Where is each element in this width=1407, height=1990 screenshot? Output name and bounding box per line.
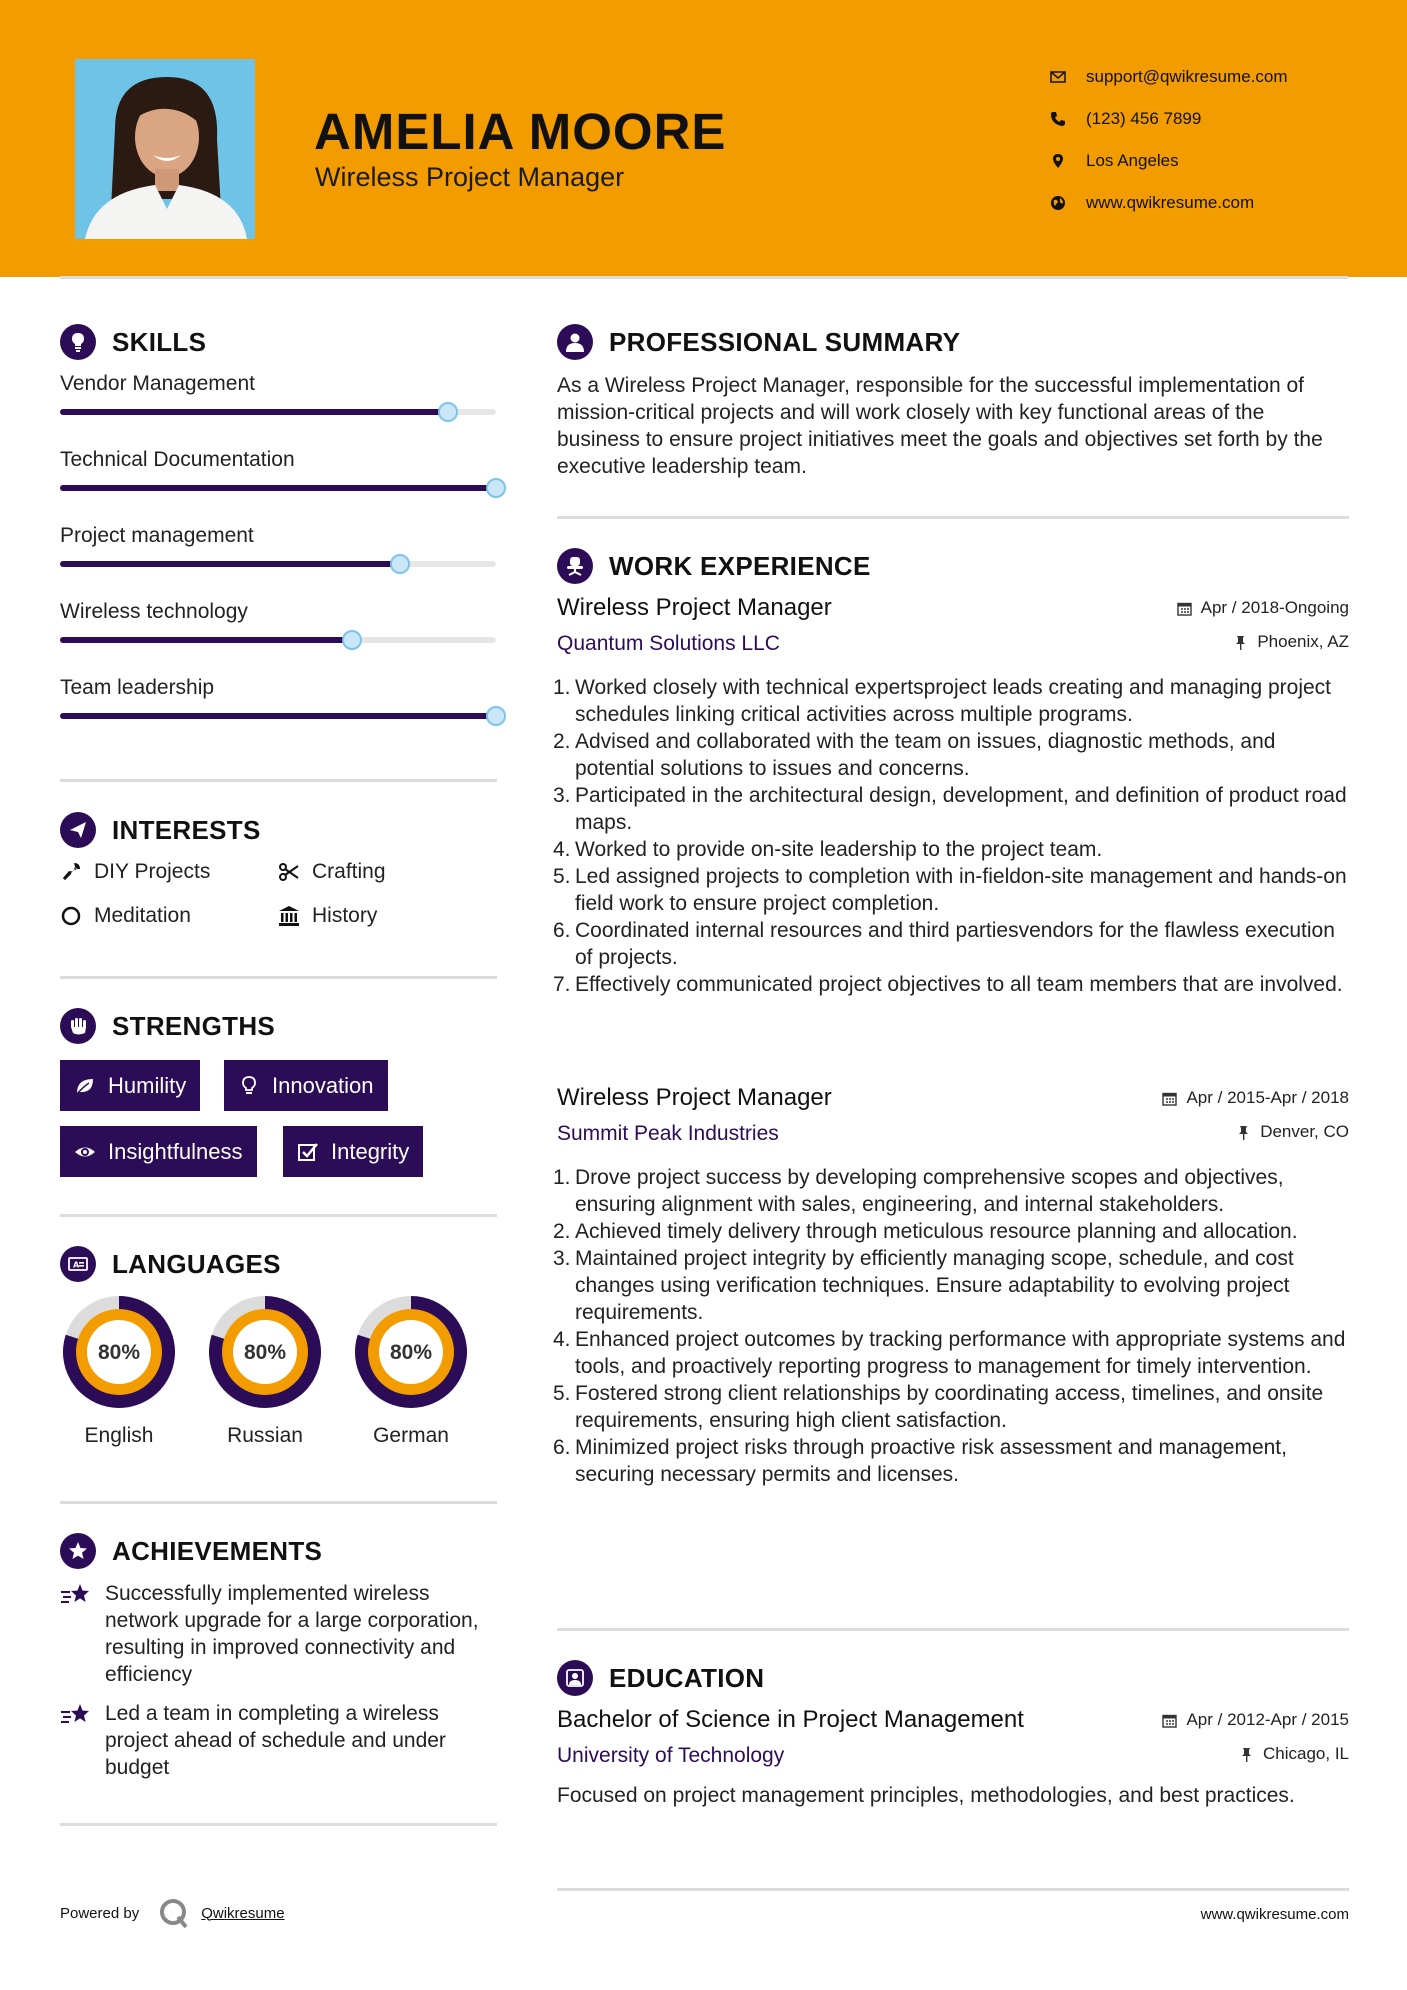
skill-bar [60, 637, 496, 643]
interests-title: INTERESTS [112, 814, 261, 845]
strength-tag [224, 1060, 388, 1111]
skill-item [60, 524, 500, 548]
education-description: Focused on project management principles, methodologies, and best practices. [557, 1784, 1295, 1807]
section-divider [60, 1823, 497, 1826]
job-bullets [553, 1164, 1349, 1488]
qwikresume-link[interactable]: Qwikresume [201, 1904, 285, 1922]
job-bullets [553, 674, 1349, 998]
job-company: Summit Peak Industries [557, 1122, 779, 1145]
pushpin-icon [1239, 1747, 1254, 1762]
section-divider [60, 1214, 497, 1217]
phone-icon [1050, 111, 1066, 127]
interest-label: Meditation [94, 904, 191, 927]
section-divider [60, 779, 497, 782]
skill-item [60, 600, 500, 624]
education-date [1162, 1710, 1349, 1730]
job-date-text: Apr / 2015-Apr / 2018 [1186, 1088, 1349, 1107]
powered-by-label: Powered by [60, 1904, 140, 1922]
strength-label: Integrity [331, 1138, 410, 1164]
skills-heading [60, 324, 206, 360]
achievements-title: ACHIEVEMENTS [112, 1535, 323, 1566]
profile-photo [75, 59, 255, 239]
skill-label: Technical Documentation [60, 448, 295, 471]
job-entry [553, 594, 1349, 998]
pushpin-icon [1236, 1125, 1251, 1140]
wrench-icon [60, 861, 82, 883]
skill-bar [60, 713, 496, 719]
skill-bar-fill [60, 637, 352, 643]
contact-website-text: www.qwikresume.com [1086, 193, 1255, 212]
experience-heading [557, 548, 871, 584]
job-bullet: 1. Worked closely with technical expertsproject leads creating and managing project schedules linking critical activities across multiple programs. [553, 676, 1332, 726]
language-item [349, 1290, 473, 1448]
job-bullet: 2. Achieved timely delivery through meticulous resource planning and allocation. [553, 1220, 1298, 1243]
candidate-title: Wireless Project Manager [315, 162, 625, 192]
shooting-star-icon [60, 1702, 92, 1730]
skill-item [60, 372, 500, 396]
museum-icon [278, 905, 300, 927]
skill-bar-knob [486, 478, 506, 498]
leaf-icon [74, 1075, 96, 1097]
language-item [203, 1290, 327, 1448]
circle-icon [60, 905, 82, 927]
job-location-text: Phoenix, AZ [1257, 632, 1349, 651]
contact-phone[interactable] [1050, 98, 1288, 140]
scissors-icon [278, 861, 300, 883]
language-label: German [373, 1424, 449, 1447]
skill-label: Project management [60, 524, 254, 547]
contact-location [1050, 140, 1288, 182]
strength-tag [60, 1060, 200, 1111]
skill-bar [60, 561, 496, 567]
interests-heading [60, 812, 261, 848]
envelope-icon [1050, 69, 1066, 85]
skill-item [60, 448, 500, 472]
job-date-text: Apr / 2018-Ongoing [1200, 598, 1349, 617]
skill-bar-knob [390, 554, 410, 574]
interest-label: Crafting [312, 860, 386, 883]
job-entry [553, 1084, 1349, 1488]
globe-icon [1050, 195, 1066, 211]
interest-item [60, 904, 191, 928]
interest-label: DIY Projects [94, 860, 211, 883]
summary-heading [557, 324, 960, 360]
skill-label: Wireless technology [60, 600, 248, 623]
contact-location-text: Los Angeles [1086, 151, 1179, 170]
skill-bar [60, 409, 496, 415]
qwikresume-logo-icon [157, 1896, 191, 1930]
language-label: English [84, 1424, 154, 1447]
footer-website[interactable]: www.qwikresume.com [1200, 1906, 1349, 1923]
user-icon [564, 331, 586, 353]
job-bullet: 4. Enhanced project outcomes by tracking performance with appropriate systems and tools, and proactively reporting progress to management for timely intervention. [553, 1328, 1346, 1378]
education-location [1239, 1744, 1349, 1764]
education-school: University of Technology [557, 1744, 785, 1767]
summary-title: PROFESSIONAL SUMMARY [609, 326, 961, 357]
language-percent: 80% [97, 1341, 141, 1364]
job-date [1177, 598, 1349, 618]
job-bullet: 6. Coordinated internal resources and third partiesvendors for the flawless execution of projects. [553, 919, 1335, 969]
job-title: Wireless Project Manager [557, 1084, 832, 1111]
language-ring [57, 1290, 181, 1414]
achievement-item [60, 1700, 500, 1781]
education-heading [557, 1660, 764, 1696]
skill-label: Vendor Management [60, 372, 255, 395]
languages-title: LANGUAGES [112, 1248, 281, 1279]
job-bullet: 7. Effectively communicated project objectives to all team members that are involved. [553, 973, 1343, 996]
strength-tag [283, 1126, 423, 1177]
strength-label: Innovation [272, 1072, 374, 1098]
achievement-text: Led a team in completing a wireless project ahead of schedule and under budget [105, 1702, 446, 1779]
job-bullet: 3. Maintained project integrity by efficiently managing scope, schedule, and cost changes using verification techniques. Ensure adaptability to evolving project requirements. [553, 1247, 1294, 1324]
office-chair-icon [564, 555, 586, 577]
section-divider [557, 1628, 1349, 1631]
header-banner [0, 0, 1407, 277]
achievement-item [60, 1580, 500, 1688]
interest-item [278, 904, 377, 928]
map-marker-icon [1050, 153, 1066, 169]
section-divider [60, 976, 497, 979]
education-title: EDUCATION [609, 1662, 765, 1693]
interest-label: History [312, 904, 378, 927]
checkbox-icon [297, 1141, 319, 1163]
skill-bar-fill [60, 561, 400, 567]
skill-bar [60, 485, 496, 491]
lightbulb-icon [238, 1075, 260, 1097]
education-date-text: Apr / 2012-Apr / 2015 [1186, 1710, 1349, 1729]
job-bullet: 2. Advised and collaborated with the team on issues, diagnostic methods, and potential solutions to issues and concerns. [553, 730, 1276, 780]
job-company: Quantum Solutions LLC [557, 632, 780, 655]
section-divider [557, 516, 1349, 519]
contact-list [1050, 56, 1288, 224]
skill-item [60, 676, 500, 700]
language-label: Russian [227, 1424, 303, 1447]
job-bullet: 1. Drove project success by developing comprehensive scopes and objectives, ensuring alignment with sales, engineering, and internal stakeholders. [553, 1166, 1284, 1216]
job-bullet: 3. Participated in the architectural design, development, and definition of product road maps. [553, 784, 1347, 834]
job-bullet: 5. Fostered strong client relationships by coordinating access, timelines, and onsite requirements, ensuring high client satisfaction. [553, 1382, 1324, 1432]
job-bullet: 5. Led assigned projects to completion with in-fieldon-site management and hands-on field work to ensure project completion. [553, 865, 1347, 915]
job-bullet: 6. Minimized project risks through proactive risk assessment and management, securing necessary permits and licenses. [553, 1436, 1287, 1486]
calendar-icon [1162, 1713, 1177, 1728]
skill-bar-knob [438, 402, 458, 422]
language-ring [349, 1290, 473, 1414]
strengths-heading [60, 1008, 275, 1044]
job-location [1233, 632, 1349, 652]
education-degree: Bachelor of Science in Project Management [557, 1706, 1024, 1733]
candidate-name: AMELIA MOORE [314, 103, 727, 160]
experience-title: WORK EXPERIENCE [609, 550, 871, 581]
skill-label: Team leadership [60, 676, 215, 699]
skill-bar-fill [60, 485, 496, 491]
languages-heading [60, 1246, 281, 1282]
education-entry [557, 1706, 1349, 1809]
interest-item [60, 860, 210, 884]
strength-label: Humility [108, 1072, 187, 1098]
calendar-icon [1162, 1091, 1177, 1106]
strengths-title: STRENGTHS [112, 1010, 276, 1041]
contact-email-text: support@qwikresume.com [1086, 67, 1288, 86]
language-percent: 80% [389, 1341, 433, 1364]
language-percent: 80% [243, 1341, 287, 1364]
strength-tag [60, 1126, 257, 1177]
graduate-icon [564, 1667, 586, 1689]
svg-text:A: A [73, 1260, 80, 1270]
contact-phone-text: (123) 456 7899 [1086, 109, 1202, 128]
skill-bar-knob [342, 630, 362, 650]
section-divider [60, 1501, 497, 1504]
job-location [1236, 1122, 1349, 1142]
section-divider [557, 1888, 1349, 1891]
footer-powered-by [60, 1896, 285, 1930]
language-item [57, 1290, 181, 1448]
achievements-heading [60, 1533, 322, 1569]
language-icon [67, 1253, 89, 1275]
star-badge-icon [67, 1540, 89, 1562]
eye-icon [74, 1141, 96, 1163]
skill-bar-fill [60, 409, 448, 415]
contact-website[interactable] [1050, 182, 1288, 224]
shooting-star-icon [60, 1582, 92, 1610]
interest-item [278, 860, 386, 884]
job-title: Wireless Project Manager [557, 594, 832, 621]
skills-title: SKILLS [112, 326, 207, 357]
paper-plane-icon [67, 819, 89, 841]
pushpin-icon [1233, 635, 1248, 650]
strength-label: Insightfulness [108, 1138, 243, 1164]
language-ring [203, 1290, 327, 1414]
fist-icon [67, 1015, 89, 1037]
summary-text: As a Wireless Project Manager, responsible for the successful implementation of mission-critical projects and will work closely with key functional areas of the business to ensure project initiatives meet the goals and objectives set forth by the executive leadership team. [557, 374, 1323, 478]
contact-email[interactable] [1050, 56, 1288, 98]
skill-bar-knob [486, 706, 506, 726]
education-location-text: Chicago, IL [1263, 1744, 1349, 1763]
job-bullet: 4. Worked to provide on-site leadership to the project team. [553, 838, 1103, 861]
job-location-text: Denver, CO [1260, 1122, 1349, 1141]
calendar-icon [1177, 601, 1192, 616]
lightbulb-icon [67, 331, 89, 353]
job-date [1162, 1088, 1349, 1108]
skill-bar-fill [60, 713, 496, 719]
achievement-text: Successfully implemented wireless network upgrade for a large corporation, resulting in improved connectivity and efficiency [105, 1582, 479, 1686]
header-divider [60, 276, 1348, 279]
